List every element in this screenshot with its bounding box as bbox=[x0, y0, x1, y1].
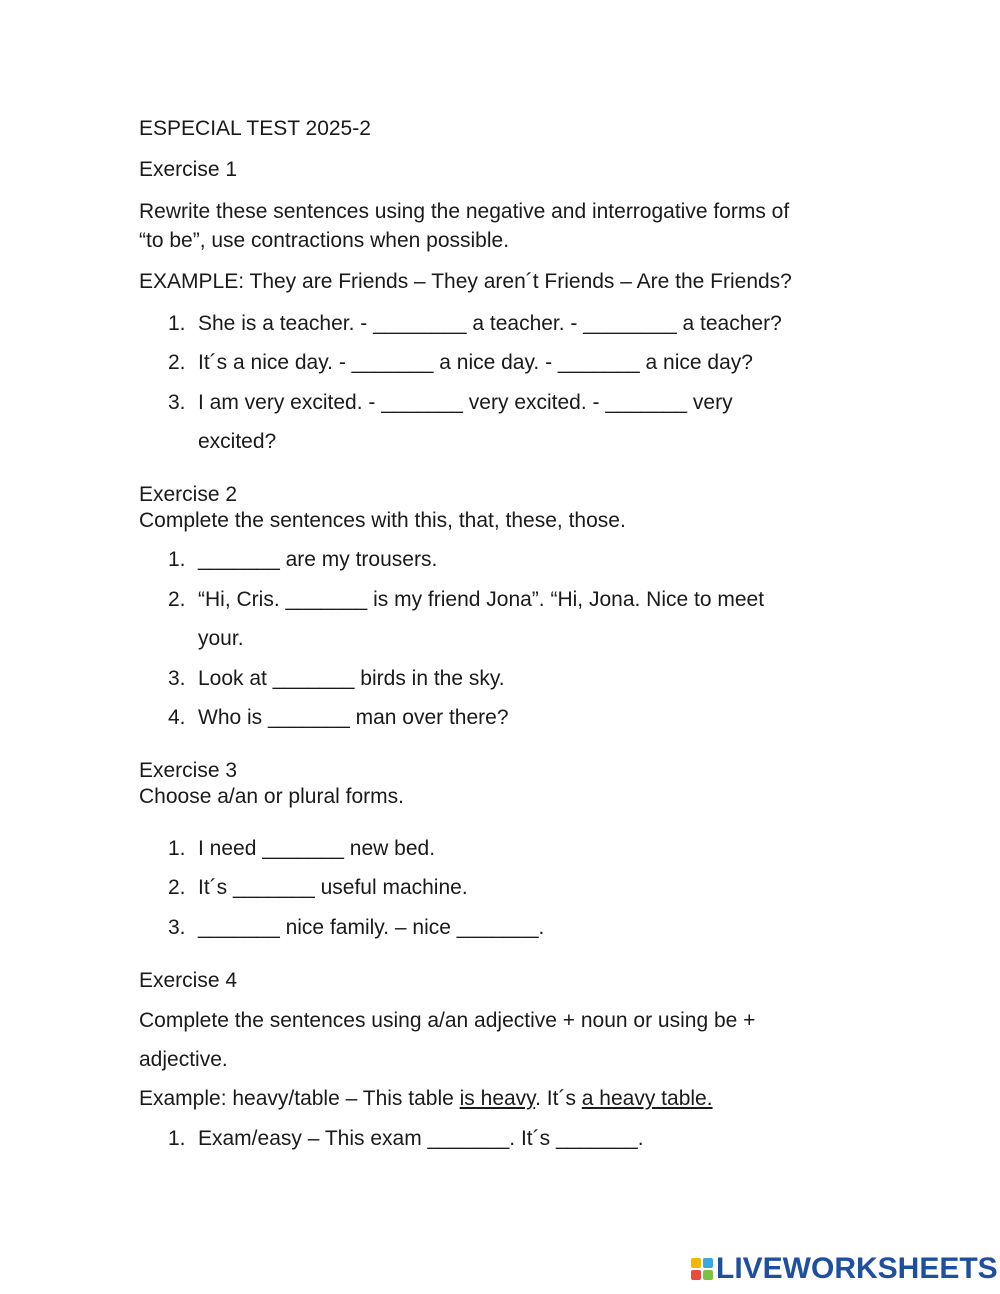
item-number: 2. bbox=[168, 588, 186, 611]
item-number: 2. bbox=[168, 876, 186, 899]
item-text: It´s a nice day. - _______ a nice day. - _______ a nice day? bbox=[198, 351, 753, 374]
item-text: Look at _______ birds in the sky. bbox=[198, 667, 505, 690]
exercise-4-instruction: Complete the sentences using a/an adjective + noun or using be + bbox=[139, 1009, 756, 1032]
exercise-3-instruction: Choose a/an or plural forms. bbox=[139, 785, 404, 808]
example-underlined: is heavy bbox=[459, 1087, 536, 1110]
example-text: Example: heavy/table – This table bbox=[139, 1087, 460, 1110]
logo-mark-icon bbox=[691, 1258, 713, 1280]
exercise-3-heading: Exercise 3 bbox=[139, 759, 238, 782]
item-text: Exam/easy – This exam _______. It´s _______. bbox=[198, 1127, 644, 1150]
example-text: . It´s bbox=[535, 1087, 582, 1110]
exercise-4-instruction-cont: adjective. bbox=[139, 1048, 228, 1071]
list-item bbox=[168, 1126, 644, 1152]
page-title: ESPECIAL TEST 2025-2 bbox=[139, 117, 371, 140]
item-number: 3. bbox=[168, 916, 186, 939]
item-text-continuation: excited? bbox=[198, 430, 277, 453]
item-number: 1. bbox=[168, 1127, 186, 1150]
exercise-4-example bbox=[139, 1086, 713, 1112]
item-number: 2. bbox=[168, 351, 186, 374]
list-item bbox=[168, 836, 435, 862]
item-text: “Hi, Cris. _______ is my friend Jona”. “Hi, Jona. Nice to meet bbox=[198, 588, 765, 611]
logo-text: LIVEWORKSHEETS bbox=[716, 1252, 998, 1285]
list-item bbox=[168, 666, 505, 692]
list-item bbox=[168, 915, 544, 941]
exercise-4-heading: Exercise 4 bbox=[139, 969, 238, 992]
item-number: 3. bbox=[168, 391, 186, 414]
list-item bbox=[168, 705, 509, 731]
exercise-2-heading: Exercise 2 bbox=[139, 483, 238, 506]
list-item bbox=[168, 547, 437, 573]
item-text: _______ nice family. – nice _______. bbox=[198, 916, 545, 939]
exercise-1-heading: Exercise 1 bbox=[139, 158, 238, 181]
item-text: _______ are my trousers. bbox=[198, 548, 438, 571]
example-underlined: a heavy table. bbox=[581, 1087, 713, 1110]
item-text: It´s _______ useful machine. bbox=[198, 876, 468, 899]
exercise-1-instruction: Rewrite these sentences using the negative and interrogative forms of bbox=[139, 200, 790, 223]
item-number: 1. bbox=[168, 837, 186, 860]
item-number: 1. bbox=[168, 548, 186, 571]
list-item bbox=[168, 311, 782, 337]
list-item bbox=[168, 350, 753, 376]
liveworksheets-logo bbox=[691, 1253, 998, 1285]
item-text-continuation: your. bbox=[198, 627, 244, 650]
exercise-1-example: EXAMPLE: They are Friends – They aren´t Friends – Are the Friends? bbox=[139, 270, 792, 293]
item-number: 3. bbox=[168, 667, 186, 690]
item-number: 4. bbox=[168, 706, 186, 729]
list-item bbox=[168, 587, 764, 613]
list-item bbox=[168, 875, 468, 901]
item-text: Who is _______ man over there? bbox=[198, 706, 509, 729]
item-text: I am very excited. - _______ very excited. - _______ very bbox=[198, 391, 733, 414]
item-text: I need _______ new bed. bbox=[198, 837, 436, 860]
item-number: 1. bbox=[168, 312, 186, 335]
item-text: She is a teacher. - ________ a teacher. - ________ a teacher? bbox=[198, 312, 782, 335]
list-item bbox=[168, 390, 733, 416]
exercise-2-instruction: Complete the sentences with this, that, these, those. bbox=[139, 509, 626, 532]
exercise-1-instruction-cont: “to be”, use contractions when possible. bbox=[139, 229, 510, 252]
